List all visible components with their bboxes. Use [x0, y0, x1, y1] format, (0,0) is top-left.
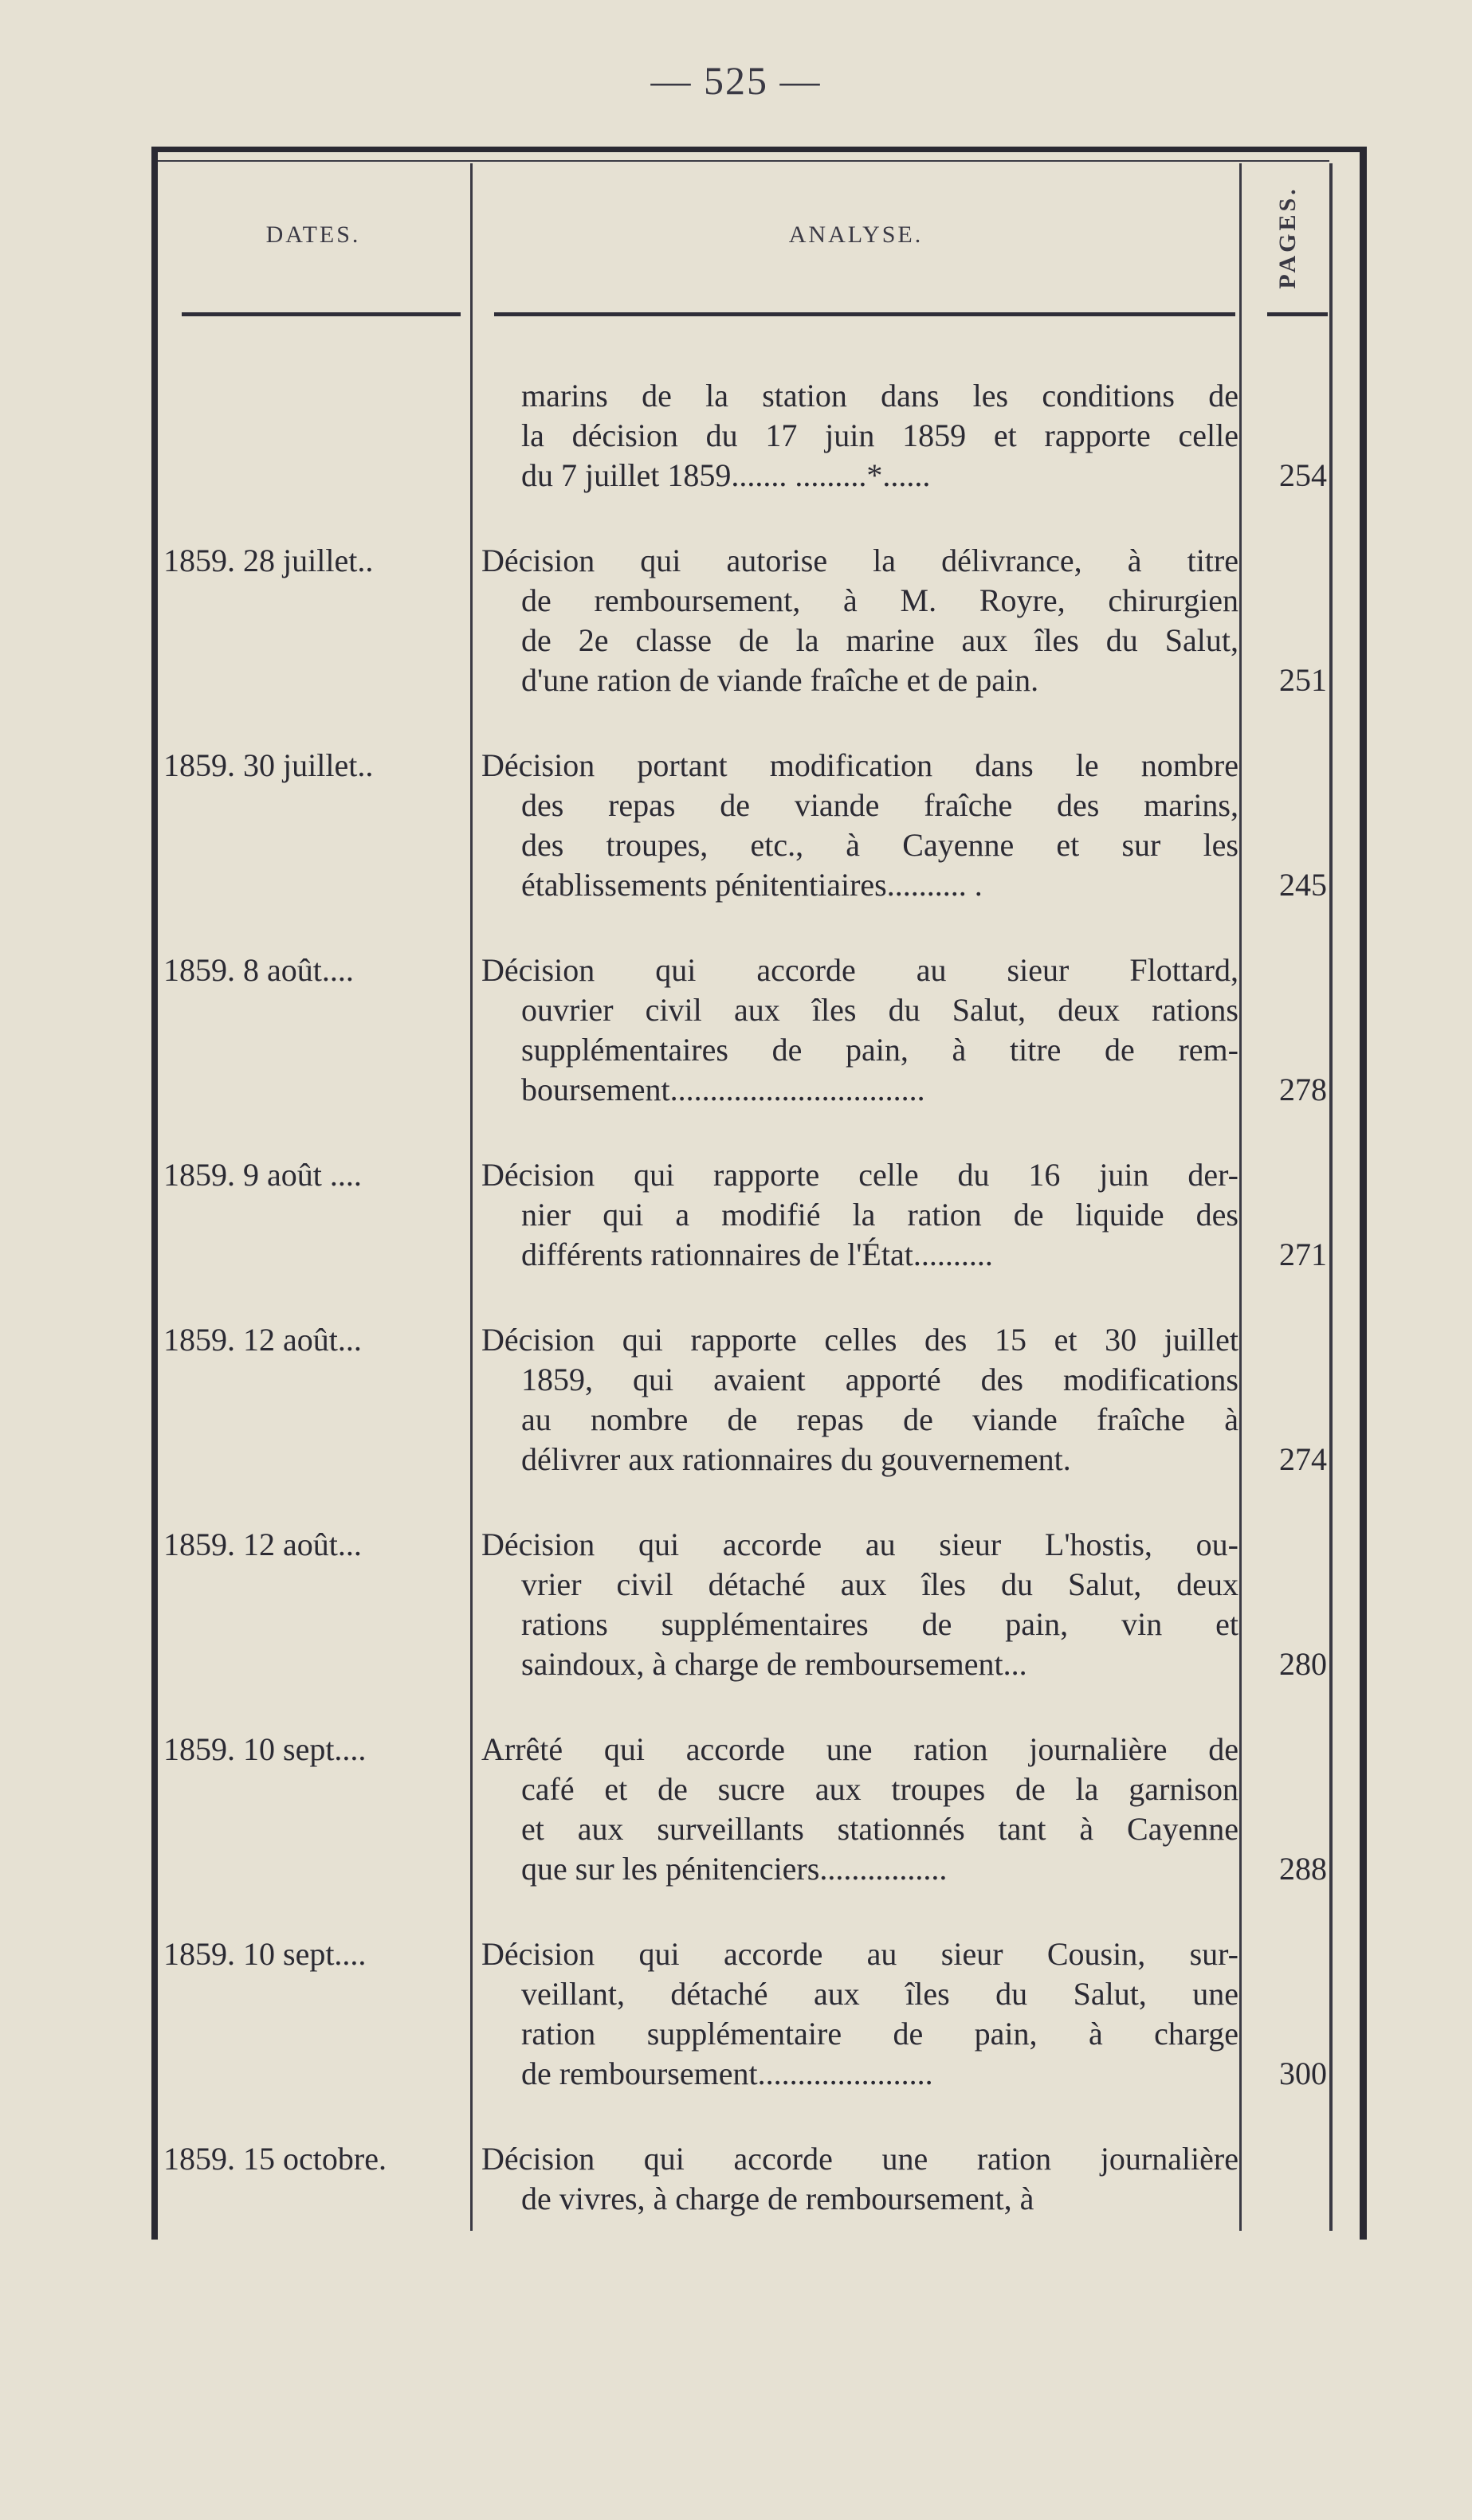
entry-text-line: de 2e classe de la marine aux îles du Salut, — [521, 622, 1238, 658]
entry-text-line: que sur les pénitenciers................ — [521, 1851, 948, 1887]
entry-text-line: délivrer aux rationnaires du gouvernement. — [521, 1441, 1071, 1477]
entry-text-line: veillant, détaché aux îles du Salut, une — [521, 1976, 1238, 2012]
entry-date: 1859. 10 sept.... — [163, 1936, 367, 1972]
entry-date: 1859. 12 août... — [163, 1527, 362, 1562]
column-divider-analyse — [1239, 163, 1242, 2231]
entry-page-ref: 274 — [1279, 1441, 1327, 1477]
header-pages — [1256, 182, 1320, 293]
entry-date: 1859. 8 août.... — [163, 952, 354, 988]
entry-text-line: café et de sucre aux troupes de la garnison — [521, 1771, 1238, 1807]
entry-page-ref: 300 — [1279, 2056, 1327, 2091]
entry-text-line: du 7 juillet 1859....... .........*...... — [521, 457, 931, 493]
entry-text-line: 1859, qui avaient apporté des modifications — [521, 1362, 1238, 1397]
header-analyse: ANALYSE. — [788, 221, 924, 248]
column-divider-pages — [1329, 163, 1333, 2231]
entry-text-line: de remboursement...................... — [521, 2056, 933, 2091]
entry-text-line: au nombre de repas de viande fraîche à — [521, 1401, 1238, 1437]
entry-page-ref: 278 — [1279, 1072, 1327, 1107]
page-number: — 525 — — [650, 58, 822, 103]
entry-date: 1859. 10 sept.... — [163, 1731, 367, 1767]
entry-text-line: des repas de viande fraîche des marins, — [521, 787, 1238, 823]
entry-date: 1859. 15 octobre. — [163, 2141, 387, 2177]
entry-text-line: nier qui a modifié la ration de liquide des — [521, 1197, 1238, 1233]
entry-text-line: différents rationnaires de l'État.......... — [521, 1236, 993, 1272]
entry-text-line: Décision qui rapporte celle du 16 juin der- — [481, 1157, 1238, 1193]
entry-text-line: ouvrier civil aux îles du Salut, deux rations — [521, 992, 1238, 1028]
entry-text-line: saindoux, à charge de remboursement... — [521, 1646, 1027, 1682]
entry-page-ref: 251 — [1279, 662, 1327, 698]
entry-text-line: Décision qui accorde au sieur L'hostis, ou- — [481, 1527, 1238, 1562]
entry-text-line: de remboursement, à M. Royre, chirurgien — [521, 582, 1238, 618]
table-inner-top-rule — [158, 160, 1329, 162]
header-dates: DATES. — [265, 221, 361, 248]
entry-page-ref: 288 — [1279, 1851, 1327, 1887]
header-underline-dates — [182, 312, 461, 316]
entry-text-line: Décision portant modification dans le nombre — [481, 747, 1238, 783]
entry-text-line: boursement................................ — [521, 1072, 925, 1107]
entry-text-line: marins de la station dans les conditions de — [521, 378, 1238, 413]
entry-text-line: de vivres, à charge de remboursement, à — [521, 2181, 1034, 2216]
entry-text-line: la décision du 17 juin 1859 et rapporte celle — [521, 417, 1238, 453]
header-underline-analyse — [494, 312, 1235, 316]
column-divider-dates — [470, 163, 473, 2231]
entry-date: 1859. 28 juillet.. — [163, 543, 374, 578]
entry-text-line: Arrêté qui accorde une ration journalière de — [481, 1731, 1238, 1767]
entry-text-line: Décision qui accorde une ration journalière — [481, 2141, 1238, 2177]
entry-page-ref: 280 — [1279, 1646, 1327, 1682]
entry-page-ref: 254 — [1279, 457, 1327, 493]
entry-text-line: et aux surveillants stationnés tant à Cayenne — [521, 1811, 1238, 1847]
entry-text-line: vrier civil détaché aux îles du Salut, deux — [521, 1566, 1238, 1602]
header-underline-pages — [1267, 312, 1328, 316]
entry-date: 1859. 12 août... — [163, 1322, 362, 1358]
entry-text-line: établissements pénitentiaires.......... . — [521, 867, 983, 903]
entry-date: 1859. 30 juillet.. — [163, 747, 374, 783]
entry-text-line: supplémentaires de pain, à titre de rem- — [521, 1032, 1238, 1068]
entry-text-line: des troupes, etc., à Cayenne et sur les — [521, 827, 1238, 863]
entry-text-line: ration supplémentaire de pain, à charge — [521, 2016, 1238, 2052]
entry-text-line: Décision qui accorde au sieur Cousin, sur- — [481, 1936, 1238, 1972]
entry-text-line: Décision qui autorise la délivrance, à titre — [481, 543, 1238, 578]
entry-page-ref: 271 — [1279, 1236, 1327, 1272]
entry-text-line: d'une ration de viande fraîche et de pain. — [521, 662, 1039, 698]
entry-text-line: Décision qui rapporte celles des 15 et 30 juillet — [481, 1322, 1238, 1358]
entry-date: 1859. 9 août .... — [163, 1157, 362, 1193]
header-pages-label: PAGES. — [1274, 186, 1301, 289]
entry-text-line: rations supplémentaires de pain, vin et — [521, 1606, 1238, 1642]
entry-page-ref: 245 — [1279, 867, 1327, 903]
entry-text-line: Décision qui accorde au sieur Flottard, — [481, 952, 1238, 988]
